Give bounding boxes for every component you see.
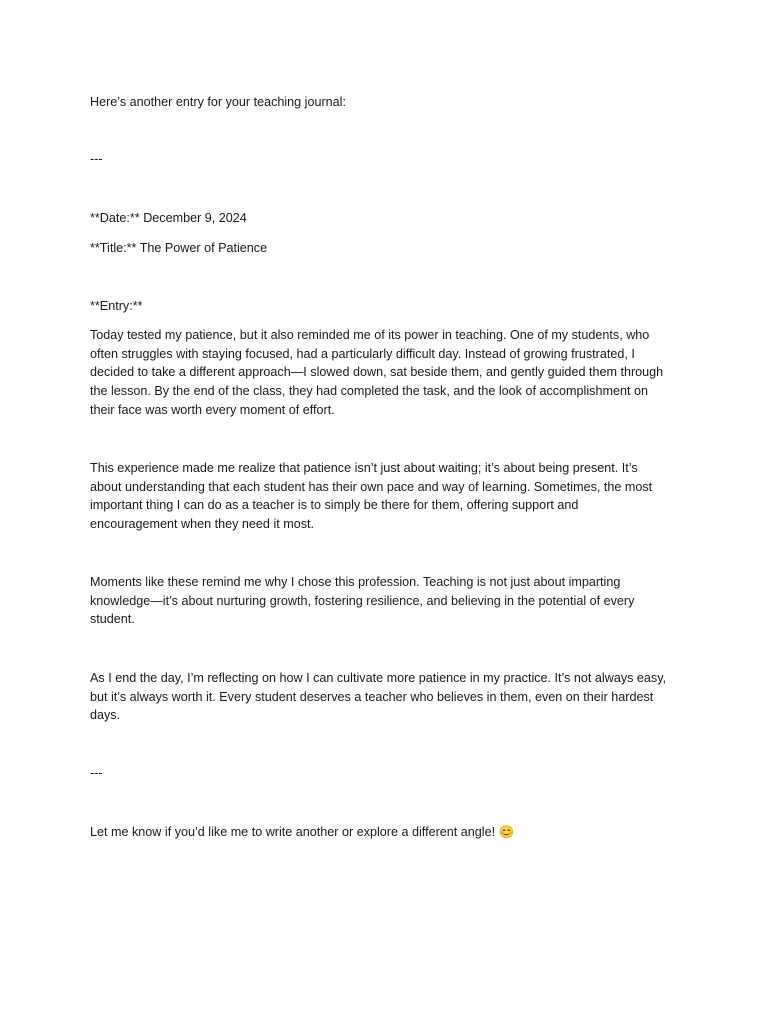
paragraph-line: This experience made me realize that patience isn’t just about waiting; it’s about being present. It’s bbox=[90, 461, 638, 475]
paragraph-line: decided to take a different approach—I slowed down, sat beside them, and gently guided them through bbox=[90, 365, 664, 380]
paragraph-4 bbox=[90, 669, 680, 725]
closing-text: Let me know if you’d like me to write another or explore a different angle! 😊 bbox=[90, 825, 515, 839]
paragraph-line: encouragement when they need it most. bbox=[90, 517, 315, 532]
entry-label: **Entry:** bbox=[90, 299, 143, 313]
paragraph-line: their face was worth every moment of effort. bbox=[90, 402, 335, 417]
paragraph-line: often struggles with staying focused, had a particularly difficult day. Instead of growing frustrated, I bbox=[90, 346, 635, 361]
separator-bottom: --- bbox=[90, 766, 103, 780]
paragraph-line: about understanding that each student has their own pace and way of learning. Sometimes, the most bbox=[90, 479, 653, 494]
paragraph-line: student. bbox=[90, 612, 135, 627]
title-line: **Title:** The Power of Patience bbox=[90, 241, 268, 255]
paragraph-line: important thing I can do as a teacher is to simply be there for them, offering support and bbox=[90, 498, 579, 513]
paragraph-line: knowledge—it’s about nurturing growth, fostering resilience, and believing in the potential of every bbox=[90, 593, 635, 608]
paragraph-line: days. bbox=[90, 708, 121, 723]
paragraph-line: Today tested my patience, but it also reminded me of its power in teaching. One of my students, who bbox=[90, 328, 650, 342]
date-line: **Date:** December 9, 2024 bbox=[90, 211, 247, 225]
separator-top: --- bbox=[90, 152, 103, 166]
paragraph-line: but it’s always worth it. Every student deserves a teacher who believes in them, even on their hardest bbox=[90, 689, 654, 704]
paragraph-line: Moments like these remind me why I chose this profession. Teaching is not just about imparting bbox=[90, 575, 621, 589]
paragraph-1 bbox=[90, 326, 680, 420]
paragraph-line: the lesson. By the end of the class, they had completed the task, and the look of accomplishment on bbox=[90, 384, 648, 399]
intro-text: Here’s another entry for your teaching journal: bbox=[90, 95, 346, 109]
paragraph-line: As I end the day, I’m reflecting on how I can cultivate more patience in my practice. It’s not always easy, bbox=[90, 671, 667, 685]
paragraph-3 bbox=[90, 573, 680, 629]
paragraph-2 bbox=[90, 459, 680, 534]
